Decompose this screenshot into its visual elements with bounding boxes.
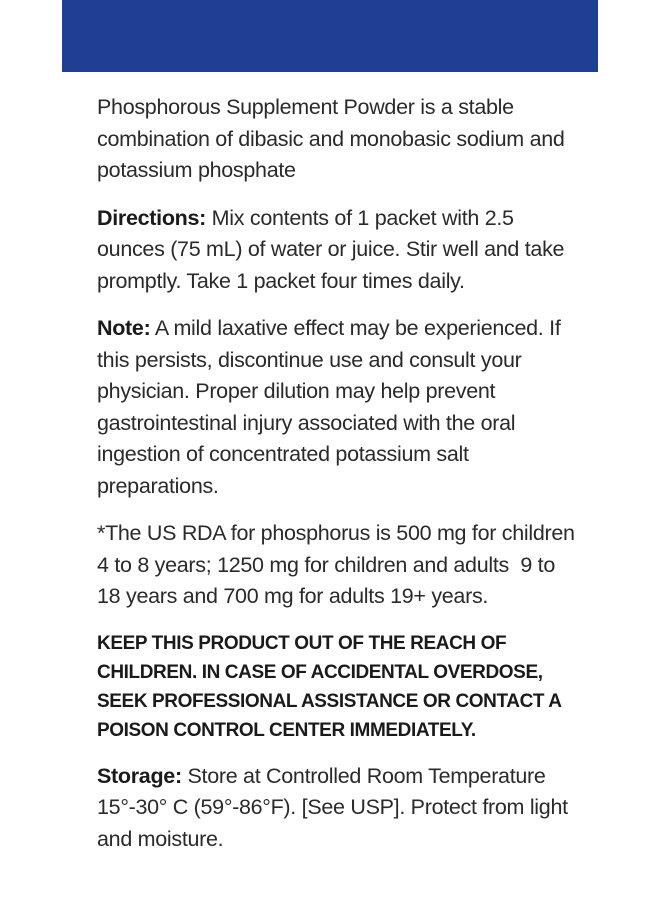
rda-paragraph <box>97 518 581 613</box>
warning-paragraph <box>97 629 577 745</box>
directions-paragraph <box>97 203 577 298</box>
intro-text: Phosphorous Supplement Powder is a stable combination of dibasic and monobasic sodium and potassium phosphate <box>97 95 565 182</box>
intro-paragraph <box>97 92 577 187</box>
storage-text: Store at Controlled Room Temperature 15°-30° C (59°-86°F). [See USP]. Protect from light and moisture. <box>97 763 568 851</box>
header-band <box>62 0 598 72</box>
label-content <box>97 92 581 871</box>
note-label: Note: <box>97 316 151 340</box>
note-text: A mild laxative effect may be experienced. If this persists, discontinue use and consult your physician. Proper dilution may help prevent gastrointestinal injury associated with the oral ingestion of concentrated potassium salt preparations. <box>97 316 561 498</box>
note-paragraph <box>97 313 577 502</box>
directions-label: Directions: <box>97 205 206 230</box>
storage-paragraph <box>97 761 577 856</box>
storage-label: Storage: <box>97 763 182 788</box>
warning-text: KEEP THIS PRODUCT OUT OF THE REACH OF CHILDREN. IN CASE OF ACCIDENTAL OVERDOSE, SEEK PROFESSIONAL ASSISTANCE OR CONTACT A POISON CONTROL CENTER IMMEDIATELY. <box>97 632 561 741</box>
rda-text: *The US RDA for phosphorus is 500 mg for children 4 to 8 years; 1250 mg for children and adults 9 to 18 years and 700 mg for adults 19+ years. <box>97 521 581 608</box>
directions-text: Mix contents of 1 packet with 2.5 ounces (75 mL) of water or juice. Stir well and take promptly. Take 1 packet four times daily. <box>97 205 565 293</box>
